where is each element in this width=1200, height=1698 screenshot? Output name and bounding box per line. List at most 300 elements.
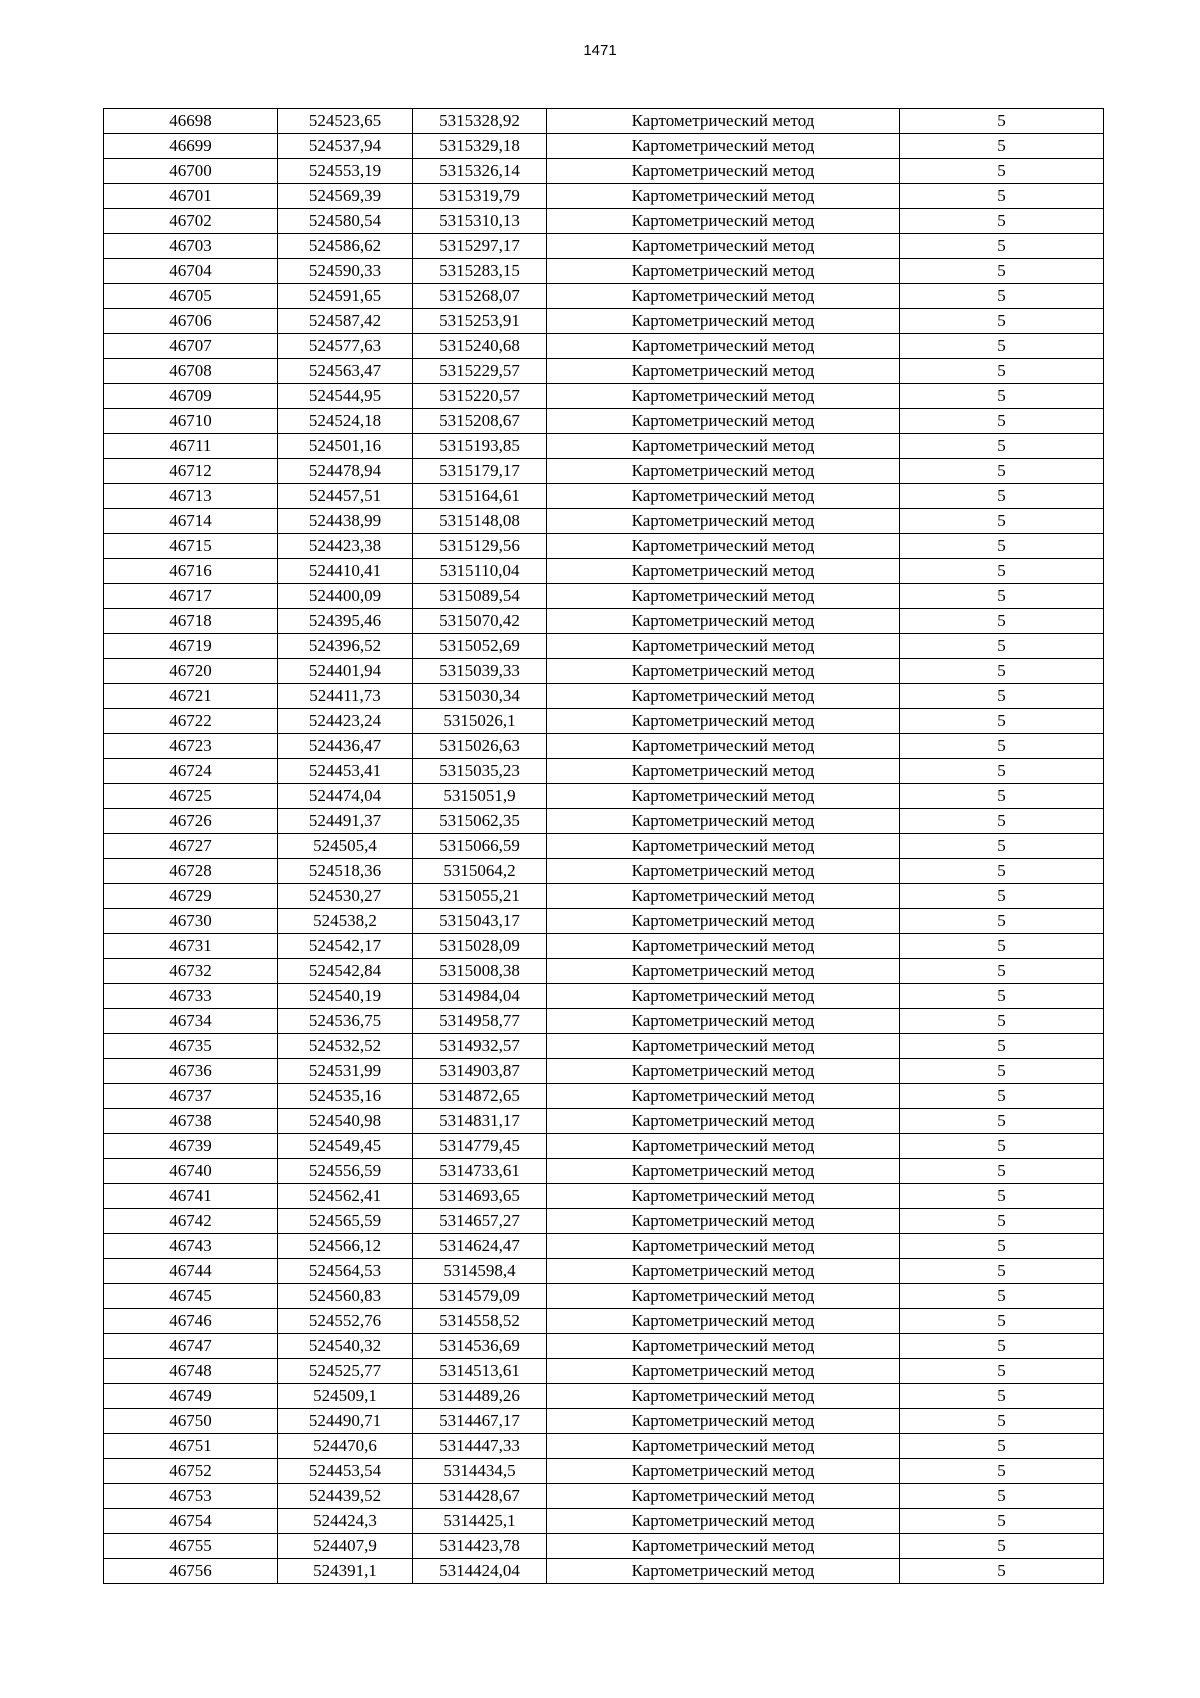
point-number-cell: 46751 xyxy=(104,1434,278,1459)
y-coordinate-cell: 5315326,14 xyxy=(413,159,547,184)
table-row xyxy=(104,484,1104,509)
accuracy-cell: 5 xyxy=(900,384,1104,409)
point-number-cell: 46727 xyxy=(104,834,278,859)
table-row xyxy=(104,259,1104,284)
coordinates-table xyxy=(103,108,1104,1584)
point-number-cell: 46737 xyxy=(104,1084,278,1109)
point-number-cell: 46699 xyxy=(104,134,278,159)
table-row xyxy=(104,1109,1104,1134)
y-coordinate-cell: 5314536,69 xyxy=(413,1334,547,1359)
point-number-cell: 46712 xyxy=(104,459,278,484)
method-cell: Картометрический метод xyxy=(547,384,900,409)
point-number-cell: 46716 xyxy=(104,559,278,584)
y-coordinate-cell: 5315028,09 xyxy=(413,934,547,959)
x-coordinate-cell: 524540,19 xyxy=(278,984,413,1009)
point-number-cell: 46752 xyxy=(104,1459,278,1484)
x-coordinate-cell: 524577,63 xyxy=(278,334,413,359)
x-coordinate-cell: 524549,45 xyxy=(278,1134,413,1159)
table-row xyxy=(104,134,1104,159)
y-coordinate-cell: 5315319,79 xyxy=(413,184,547,209)
accuracy-cell: 5 xyxy=(900,859,1104,884)
y-coordinate-cell: 5314513,61 xyxy=(413,1359,547,1384)
x-coordinate-cell: 524562,41 xyxy=(278,1184,413,1209)
x-coordinate-cell: 524410,41 xyxy=(278,559,413,584)
point-number-cell: 46730 xyxy=(104,909,278,934)
accuracy-cell: 5 xyxy=(900,609,1104,634)
method-cell: Картометрический метод xyxy=(547,1509,900,1534)
accuracy-cell: 5 xyxy=(900,134,1104,159)
y-coordinate-cell: 5315052,69 xyxy=(413,634,547,659)
method-cell: Картометрический метод xyxy=(547,1434,900,1459)
method-cell: Картометрический метод xyxy=(547,109,900,134)
x-coordinate-cell: 524525,77 xyxy=(278,1359,413,1384)
x-coordinate-cell: 524560,83 xyxy=(278,1284,413,1309)
x-coordinate-cell: 524569,39 xyxy=(278,184,413,209)
table-row xyxy=(104,834,1104,859)
accuracy-cell: 5 xyxy=(900,1459,1104,1484)
accuracy-cell: 5 xyxy=(900,184,1104,209)
table-row xyxy=(104,1484,1104,1509)
accuracy-cell: 5 xyxy=(900,559,1104,584)
method-cell: Картометрический метод xyxy=(547,1159,900,1184)
y-coordinate-cell: 5315064,2 xyxy=(413,859,547,884)
accuracy-cell: 5 xyxy=(900,1284,1104,1309)
table-row xyxy=(104,759,1104,784)
point-number-cell: 46700 xyxy=(104,159,278,184)
accuracy-cell: 5 xyxy=(900,884,1104,909)
y-coordinate-cell: 5314434,5 xyxy=(413,1459,547,1484)
y-coordinate-cell: 5314693,65 xyxy=(413,1184,547,1209)
y-coordinate-cell: 5314657,27 xyxy=(413,1209,547,1234)
point-number-cell: 46703 xyxy=(104,234,278,259)
point-number-cell: 46704 xyxy=(104,259,278,284)
table-row xyxy=(104,584,1104,609)
table-row xyxy=(104,409,1104,434)
point-number-cell: 46747 xyxy=(104,1334,278,1359)
method-cell: Картометрический метод xyxy=(547,1334,900,1359)
method-cell: Картометрический метод xyxy=(547,1059,900,1084)
accuracy-cell: 5 xyxy=(900,534,1104,559)
table-row xyxy=(104,509,1104,534)
table-row xyxy=(104,284,1104,309)
x-coordinate-cell: 524423,38 xyxy=(278,534,413,559)
y-coordinate-cell: 5314872,65 xyxy=(413,1084,547,1109)
method-cell: Картометрический метод xyxy=(547,609,900,634)
method-cell: Картометрический метод xyxy=(547,1384,900,1409)
accuracy-cell: 5 xyxy=(900,459,1104,484)
table-row xyxy=(104,634,1104,659)
x-coordinate-cell: 524424,3 xyxy=(278,1509,413,1534)
y-coordinate-cell: 5314932,57 xyxy=(413,1034,547,1059)
method-cell: Картометрический метод xyxy=(547,634,900,659)
x-coordinate-cell: 524474,04 xyxy=(278,784,413,809)
y-coordinate-cell: 5315039,33 xyxy=(413,659,547,684)
point-number-cell: 46701 xyxy=(104,184,278,209)
method-cell: Картометрический метод xyxy=(547,1284,900,1309)
method-cell: Картометрический метод xyxy=(547,984,900,1009)
x-coordinate-cell: 524401,94 xyxy=(278,659,413,684)
table-row xyxy=(104,1284,1104,1309)
method-cell: Картометрический метод xyxy=(547,909,900,934)
y-coordinate-cell: 5314903,87 xyxy=(413,1059,547,1084)
x-coordinate-cell: 524542,84 xyxy=(278,959,413,984)
x-coordinate-cell: 524532,52 xyxy=(278,1034,413,1059)
accuracy-cell: 5 xyxy=(900,784,1104,809)
x-coordinate-cell: 524530,27 xyxy=(278,884,413,909)
accuracy-cell: 5 xyxy=(900,909,1104,934)
x-coordinate-cell: 524586,62 xyxy=(278,234,413,259)
accuracy-cell: 5 xyxy=(900,1134,1104,1159)
point-number-cell: 46736 xyxy=(104,1059,278,1084)
y-coordinate-cell: 5315070,42 xyxy=(413,609,547,634)
method-cell: Картометрический метод xyxy=(547,659,900,684)
accuracy-cell: 5 xyxy=(900,309,1104,334)
x-coordinate-cell: 524540,32 xyxy=(278,1334,413,1359)
y-coordinate-cell: 5314424,04 xyxy=(413,1559,547,1584)
table-row xyxy=(104,184,1104,209)
table-row xyxy=(104,209,1104,234)
point-number-cell: 46729 xyxy=(104,884,278,909)
y-coordinate-cell: 5314489,26 xyxy=(413,1384,547,1409)
x-coordinate-cell: 524537,94 xyxy=(278,134,413,159)
accuracy-cell: 5 xyxy=(900,434,1104,459)
point-number-cell: 46745 xyxy=(104,1284,278,1309)
method-cell: Картометрический метод xyxy=(547,509,900,534)
method-cell: Картометрический метод xyxy=(547,1484,900,1509)
table-row xyxy=(104,1084,1104,1109)
accuracy-cell: 5 xyxy=(900,209,1104,234)
x-coordinate-cell: 524564,53 xyxy=(278,1259,413,1284)
x-coordinate-cell: 524523,65 xyxy=(278,109,413,134)
method-cell: Картометрический метод xyxy=(547,1359,900,1384)
table-row xyxy=(104,1009,1104,1034)
accuracy-cell: 5 xyxy=(900,684,1104,709)
point-number-cell: 46719 xyxy=(104,634,278,659)
point-number-cell: 46721 xyxy=(104,684,278,709)
table-row xyxy=(104,709,1104,734)
table-row xyxy=(104,784,1104,809)
table-row xyxy=(104,609,1104,634)
accuracy-cell: 5 xyxy=(900,959,1104,984)
x-coordinate-cell: 524542,17 xyxy=(278,934,413,959)
accuracy-cell: 5 xyxy=(900,1409,1104,1434)
table-row xyxy=(104,884,1104,909)
x-coordinate-cell: 524540,98 xyxy=(278,1109,413,1134)
method-cell: Картометрический метод xyxy=(547,184,900,209)
table-row xyxy=(104,1184,1104,1209)
y-coordinate-cell: 5314624,47 xyxy=(413,1234,547,1259)
method-cell: Картометрический метод xyxy=(547,284,900,309)
accuracy-cell: 5 xyxy=(900,734,1104,759)
point-number-cell: 46754 xyxy=(104,1509,278,1534)
accuracy-cell: 5 xyxy=(900,809,1104,834)
point-number-cell: 46746 xyxy=(104,1309,278,1334)
x-coordinate-cell: 524563,47 xyxy=(278,359,413,384)
accuracy-cell: 5 xyxy=(900,834,1104,859)
accuracy-cell: 5 xyxy=(900,409,1104,434)
accuracy-cell: 5 xyxy=(900,584,1104,609)
accuracy-cell: 5 xyxy=(900,1434,1104,1459)
table-row xyxy=(104,1209,1104,1234)
x-coordinate-cell: 524505,4 xyxy=(278,834,413,859)
point-number-cell: 46756 xyxy=(104,1559,278,1584)
method-cell: Картометрический метод xyxy=(547,859,900,884)
point-number-cell: 46755 xyxy=(104,1534,278,1559)
method-cell: Картометрический метод xyxy=(547,934,900,959)
y-coordinate-cell: 5315035,23 xyxy=(413,759,547,784)
accuracy-cell: 5 xyxy=(900,1559,1104,1584)
y-coordinate-cell: 5315253,91 xyxy=(413,309,547,334)
method-cell: Картометрический метод xyxy=(547,1134,900,1159)
table-row xyxy=(104,1409,1104,1434)
accuracy-cell: 5 xyxy=(900,1259,1104,1284)
y-coordinate-cell: 5315268,07 xyxy=(413,284,547,309)
accuracy-cell: 5 xyxy=(900,1084,1104,1109)
table-row xyxy=(104,234,1104,259)
table-row xyxy=(104,659,1104,684)
method-cell: Картометрический метод xyxy=(547,1109,900,1134)
x-coordinate-cell: 524478,94 xyxy=(278,459,413,484)
x-coordinate-cell: 524396,52 xyxy=(278,634,413,659)
point-number-cell: 46705 xyxy=(104,284,278,309)
method-cell: Картометрический метод xyxy=(547,134,900,159)
method-cell: Картометрический метод xyxy=(547,784,900,809)
x-coordinate-cell: 524439,52 xyxy=(278,1484,413,1509)
x-coordinate-cell: 524491,37 xyxy=(278,809,413,834)
method-cell: Картометрический метод xyxy=(547,1084,900,1109)
x-coordinate-cell: 524470,6 xyxy=(278,1434,413,1459)
x-coordinate-cell: 524556,59 xyxy=(278,1159,413,1184)
accuracy-cell: 5 xyxy=(900,1334,1104,1359)
y-coordinate-cell: 5314467,17 xyxy=(413,1409,547,1434)
table-row xyxy=(104,934,1104,959)
accuracy-cell: 5 xyxy=(900,1234,1104,1259)
table-row xyxy=(104,384,1104,409)
table-row xyxy=(104,1459,1104,1484)
table-row xyxy=(104,684,1104,709)
method-cell: Картометрический метод xyxy=(547,759,900,784)
accuracy-cell: 5 xyxy=(900,334,1104,359)
table-row xyxy=(104,809,1104,834)
accuracy-cell: 5 xyxy=(900,234,1104,259)
y-coordinate-cell: 5315051,9 xyxy=(413,784,547,809)
accuracy-cell: 5 xyxy=(900,659,1104,684)
point-number-cell: 46733 xyxy=(104,984,278,1009)
method-cell: Картометрический метод xyxy=(547,884,900,909)
accuracy-cell: 5 xyxy=(900,1209,1104,1234)
x-coordinate-cell: 524407,9 xyxy=(278,1534,413,1559)
method-cell: Картометрический метод xyxy=(547,309,900,334)
point-number-cell: 46731 xyxy=(104,934,278,959)
table-row xyxy=(104,334,1104,359)
point-number-cell: 46724 xyxy=(104,759,278,784)
point-number-cell: 46739 xyxy=(104,1134,278,1159)
point-number-cell: 46717 xyxy=(104,584,278,609)
method-cell: Картометрический метод xyxy=(547,359,900,384)
page-number: 1471 xyxy=(583,42,617,59)
table-row xyxy=(104,1259,1104,1284)
accuracy-cell: 5 xyxy=(900,509,1104,534)
table-row xyxy=(104,1034,1104,1059)
point-number-cell: 46734 xyxy=(104,1009,278,1034)
y-coordinate-cell: 5315297,17 xyxy=(413,234,547,259)
table-row xyxy=(104,159,1104,184)
y-coordinate-cell: 5315026,1 xyxy=(413,709,547,734)
point-number-cell: 46726 xyxy=(104,809,278,834)
table-row xyxy=(104,1534,1104,1559)
point-number-cell: 46708 xyxy=(104,359,278,384)
table-row xyxy=(104,534,1104,559)
y-coordinate-cell: 5315008,38 xyxy=(413,959,547,984)
x-coordinate-cell: 524457,51 xyxy=(278,484,413,509)
y-coordinate-cell: 5315229,57 xyxy=(413,359,547,384)
accuracy-cell: 5 xyxy=(900,1009,1104,1034)
y-coordinate-cell: 5315110,04 xyxy=(413,559,547,584)
y-coordinate-cell: 5315310,13 xyxy=(413,209,547,234)
accuracy-cell: 5 xyxy=(900,359,1104,384)
table-row xyxy=(104,1509,1104,1534)
y-coordinate-cell: 5314447,33 xyxy=(413,1434,547,1459)
point-number-cell: 46711 xyxy=(104,434,278,459)
y-coordinate-cell: 5314831,17 xyxy=(413,1109,547,1134)
x-coordinate-cell: 524544,95 xyxy=(278,384,413,409)
accuracy-cell: 5 xyxy=(900,109,1104,134)
y-coordinate-cell: 5315055,21 xyxy=(413,884,547,909)
accuracy-cell: 5 xyxy=(900,1059,1104,1084)
method-cell: Картометрический метод xyxy=(547,259,900,284)
point-number-cell: 46702 xyxy=(104,209,278,234)
point-number-cell: 46710 xyxy=(104,409,278,434)
x-coordinate-cell: 524400,09 xyxy=(278,584,413,609)
table-row xyxy=(104,909,1104,934)
point-number-cell: 46723 xyxy=(104,734,278,759)
table-row xyxy=(104,984,1104,1009)
x-coordinate-cell: 524580,54 xyxy=(278,209,413,234)
y-coordinate-cell: 5314984,04 xyxy=(413,984,547,1009)
accuracy-cell: 5 xyxy=(900,1184,1104,1209)
y-coordinate-cell: 5315164,61 xyxy=(413,484,547,509)
table-row xyxy=(104,1359,1104,1384)
point-number-cell: 46698 xyxy=(104,109,278,134)
table-row xyxy=(104,1159,1104,1184)
method-cell: Картометрический метод xyxy=(547,1409,900,1434)
method-cell: Картометрический метод xyxy=(547,684,900,709)
point-number-cell: 46725 xyxy=(104,784,278,809)
point-number-cell: 46753 xyxy=(104,1484,278,1509)
point-number-cell: 46740 xyxy=(104,1159,278,1184)
method-cell: Картометрический метод xyxy=(547,1559,900,1584)
table-row xyxy=(104,1559,1104,1584)
point-number-cell: 46741 xyxy=(104,1184,278,1209)
method-cell: Картометрический метод xyxy=(547,1209,900,1234)
point-number-cell: 46738 xyxy=(104,1109,278,1134)
method-cell: Картометрический метод xyxy=(547,584,900,609)
x-coordinate-cell: 524438,99 xyxy=(278,509,413,534)
table-row xyxy=(104,459,1104,484)
method-cell: Картометрический метод xyxy=(547,234,900,259)
y-coordinate-cell: 5314779,45 xyxy=(413,1134,547,1159)
table-row xyxy=(104,559,1104,584)
accuracy-cell: 5 xyxy=(900,634,1104,659)
x-coordinate-cell: 524395,46 xyxy=(278,609,413,634)
method-cell: Картометрический метод xyxy=(547,1034,900,1059)
accuracy-cell: 5 xyxy=(900,1309,1104,1334)
accuracy-cell: 5 xyxy=(900,1034,1104,1059)
coordinates-table-body xyxy=(104,109,1104,1584)
x-coordinate-cell: 524587,42 xyxy=(278,309,413,334)
accuracy-cell: 5 xyxy=(900,1109,1104,1134)
y-coordinate-cell: 5315208,67 xyxy=(413,409,547,434)
method-cell: Картометрический метод xyxy=(547,1459,900,1484)
point-number-cell: 46722 xyxy=(104,709,278,734)
accuracy-cell: 5 xyxy=(900,1534,1104,1559)
point-number-cell: 46709 xyxy=(104,384,278,409)
point-number-cell: 46713 xyxy=(104,484,278,509)
table-row xyxy=(104,359,1104,384)
method-cell: Картометрический метод xyxy=(547,534,900,559)
accuracy-cell: 5 xyxy=(900,284,1104,309)
method-cell: Картометрический метод xyxy=(547,159,900,184)
x-coordinate-cell: 524453,41 xyxy=(278,759,413,784)
y-coordinate-cell: 5314428,67 xyxy=(413,1484,547,1509)
point-number-cell: 46707 xyxy=(104,334,278,359)
accuracy-cell: 5 xyxy=(900,259,1104,284)
x-coordinate-cell: 524490,71 xyxy=(278,1409,413,1434)
point-number-cell: 46706 xyxy=(104,309,278,334)
accuracy-cell: 5 xyxy=(900,1509,1104,1534)
x-coordinate-cell: 524536,75 xyxy=(278,1009,413,1034)
table-row xyxy=(104,859,1104,884)
table-row xyxy=(104,1134,1104,1159)
point-number-cell: 46714 xyxy=(104,509,278,534)
y-coordinate-cell: 5315129,56 xyxy=(413,534,547,559)
table-row xyxy=(104,309,1104,334)
table-row xyxy=(104,1384,1104,1409)
y-coordinate-cell: 5315329,18 xyxy=(413,134,547,159)
accuracy-cell: 5 xyxy=(900,709,1104,734)
x-coordinate-cell: 524391,1 xyxy=(278,1559,413,1584)
x-coordinate-cell: 524453,54 xyxy=(278,1459,413,1484)
x-coordinate-cell: 524565,59 xyxy=(278,1209,413,1234)
method-cell: Картометрический метод xyxy=(547,959,900,984)
method-cell: Картометрический метод xyxy=(547,1309,900,1334)
method-cell: Картометрический метод xyxy=(547,734,900,759)
table-row xyxy=(104,1309,1104,1334)
method-cell: Картометрический метод xyxy=(547,1184,900,1209)
point-number-cell: 46720 xyxy=(104,659,278,684)
table-row xyxy=(104,1234,1104,1259)
point-number-cell: 46750 xyxy=(104,1409,278,1434)
x-coordinate-cell: 524411,73 xyxy=(278,684,413,709)
y-coordinate-cell: 5314958,77 xyxy=(413,1009,547,1034)
x-coordinate-cell: 524553,19 xyxy=(278,159,413,184)
x-coordinate-cell: 524535,16 xyxy=(278,1084,413,1109)
y-coordinate-cell: 5315030,34 xyxy=(413,684,547,709)
accuracy-cell: 5 xyxy=(900,984,1104,1009)
y-coordinate-cell: 5315220,57 xyxy=(413,384,547,409)
accuracy-cell: 5 xyxy=(900,1159,1104,1184)
accuracy-cell: 5 xyxy=(900,934,1104,959)
x-coordinate-cell: 524501,16 xyxy=(278,434,413,459)
table-row xyxy=(104,1334,1104,1359)
x-coordinate-cell: 524531,99 xyxy=(278,1059,413,1084)
x-coordinate-cell: 524436,47 xyxy=(278,734,413,759)
accuracy-cell: 5 xyxy=(900,159,1104,184)
y-coordinate-cell: 5315043,17 xyxy=(413,909,547,934)
method-cell: Картометрический метод xyxy=(547,1234,900,1259)
y-coordinate-cell: 5315148,08 xyxy=(413,509,547,534)
method-cell: Картометрический метод xyxy=(547,809,900,834)
